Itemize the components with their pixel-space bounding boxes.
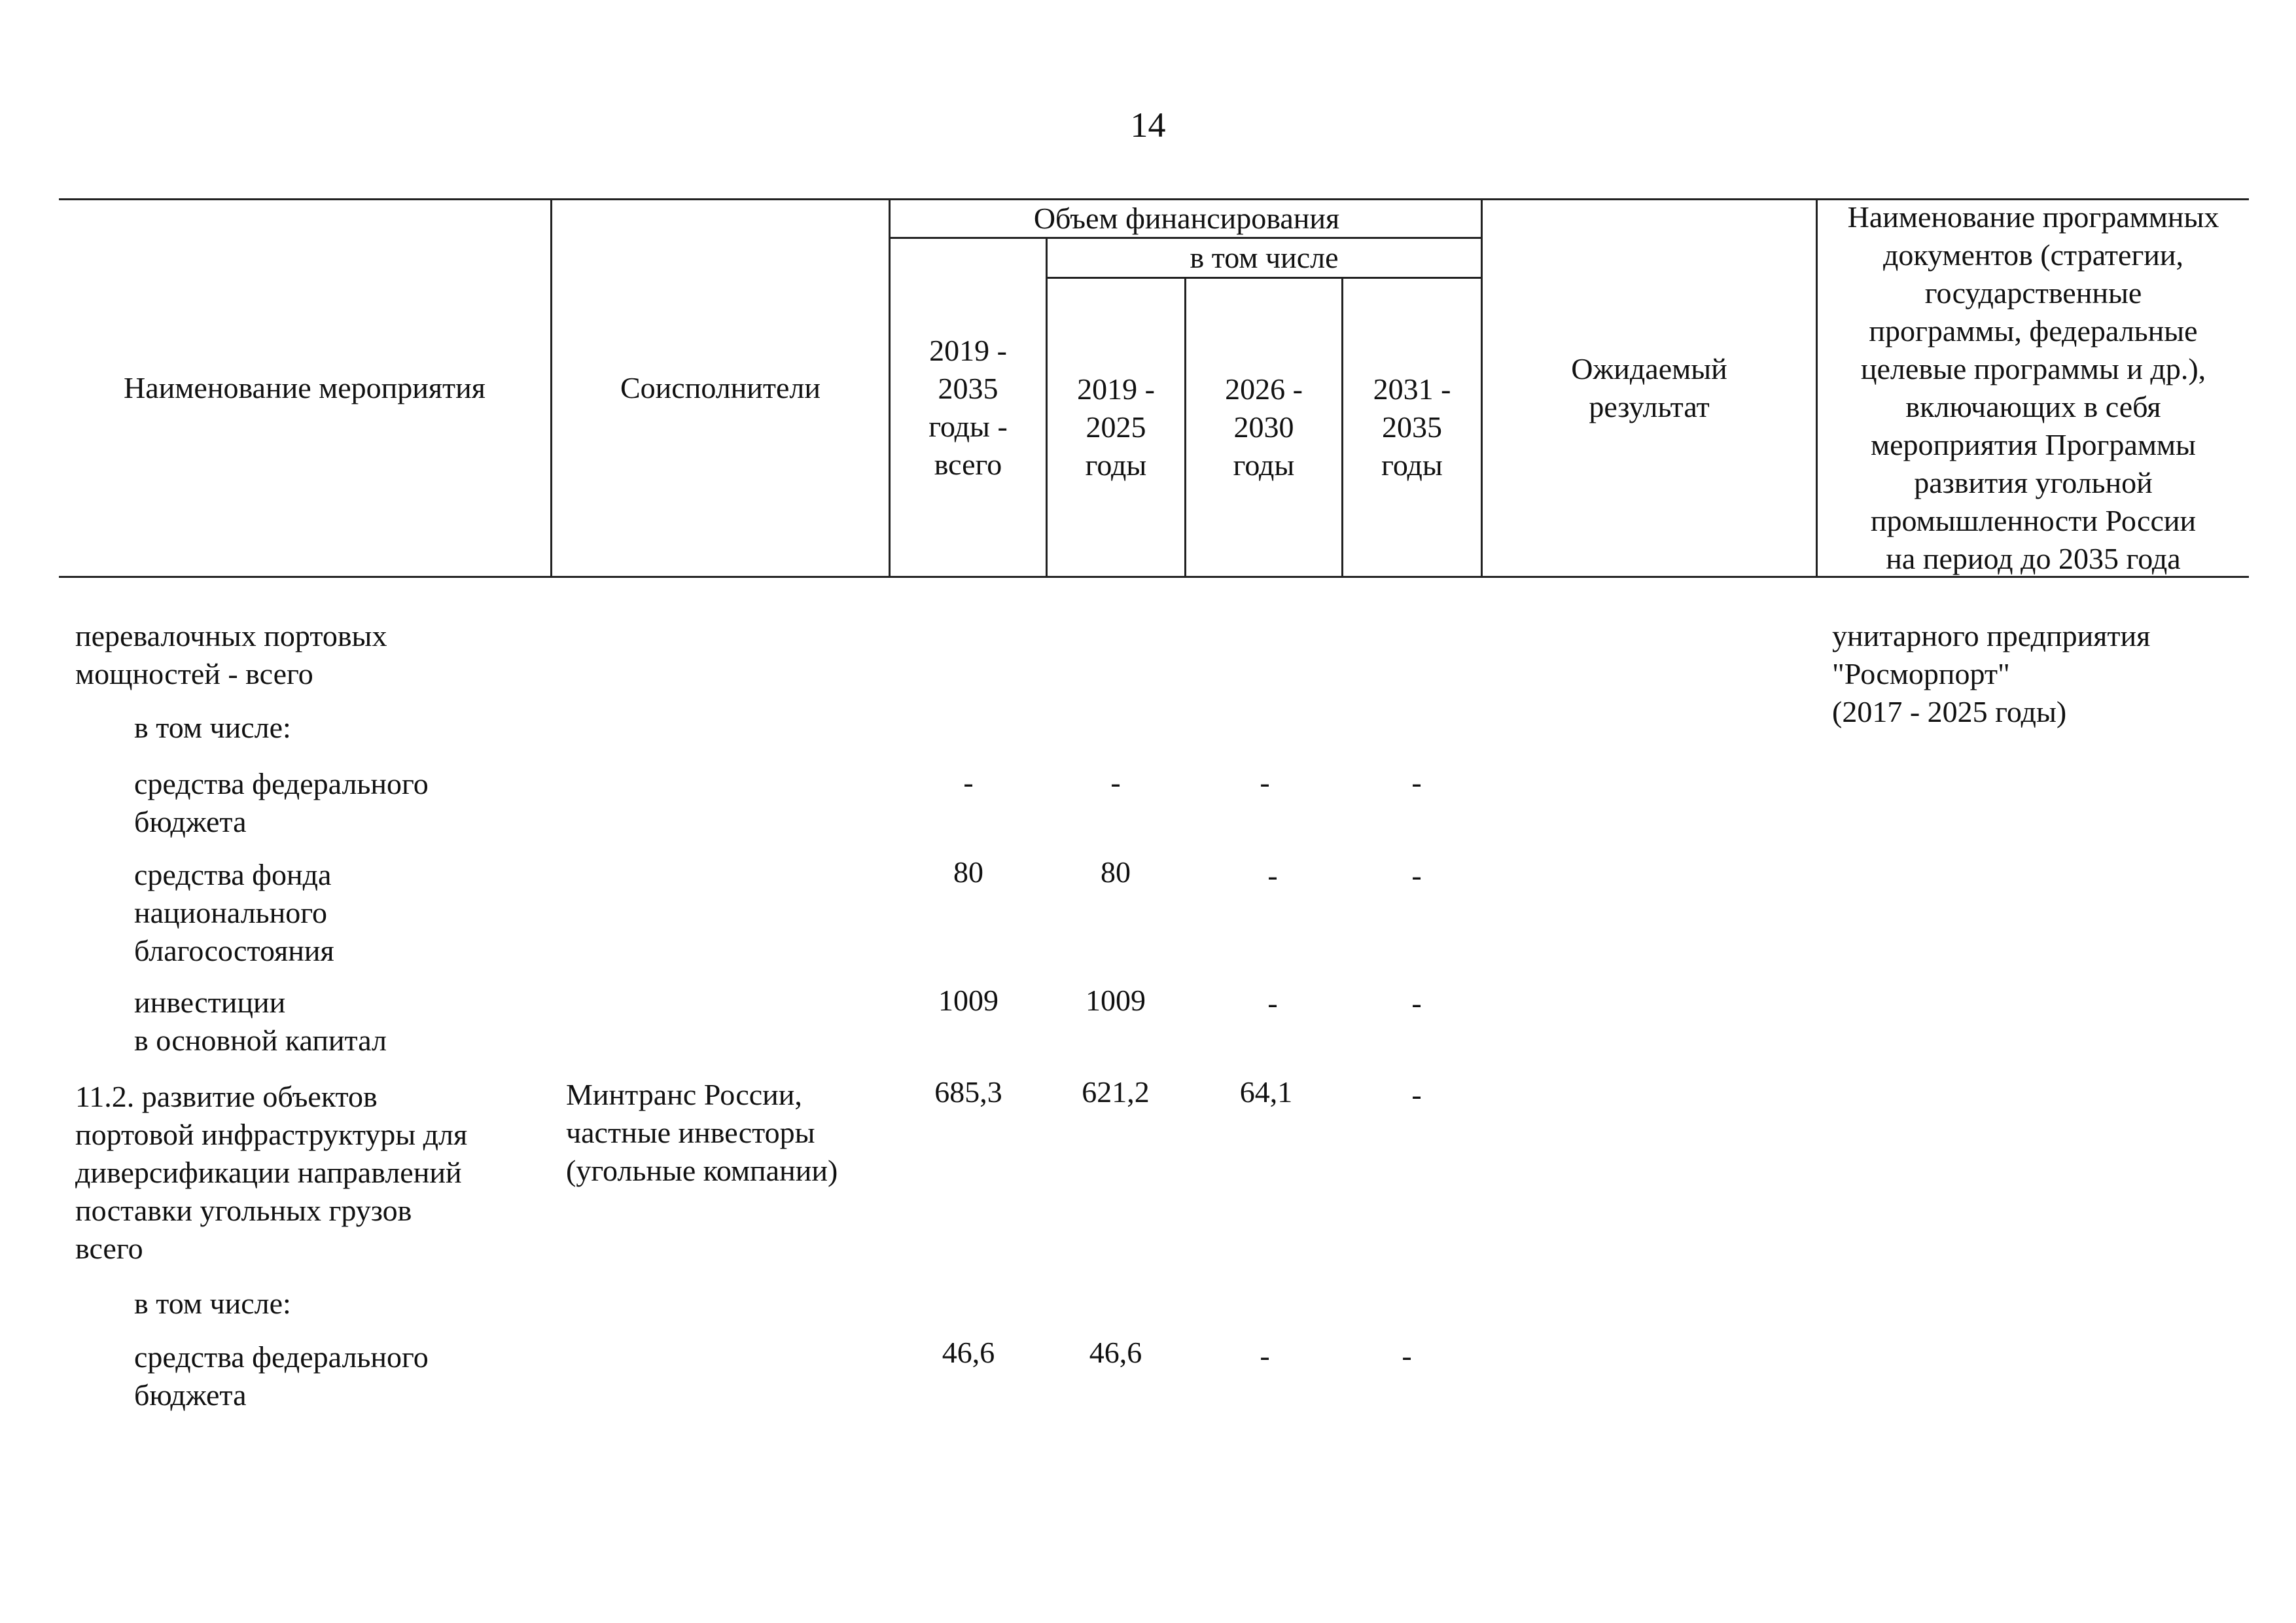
row-total: - xyxy=(963,766,974,799)
row-period-2: - xyxy=(1260,766,1270,799)
row-period-1: 1009 xyxy=(1086,984,1146,1017)
row-period-1: 621,2 xyxy=(1082,1075,1150,1109)
row-docs: унитарного предприятия "Росморпорт" (2017 - 2025 годы) xyxy=(1832,619,2151,728)
row-period-3: - xyxy=(1411,766,1422,799)
header-result: Ожидаемый результат xyxy=(1571,352,1727,423)
row-name: в том числе: xyxy=(134,711,291,744)
row-period-2: - xyxy=(1267,859,1278,892)
row-name: 11.2. развитие объектов портовой инфраструктуры для диверсификации направлений поставки угольных грузов всего xyxy=(75,1080,468,1265)
page-number: 14 xyxy=(1130,105,1166,145)
header-period-1: 2019 - 2025 годы xyxy=(1077,372,1155,482)
row-period-1: - xyxy=(1110,766,1121,799)
row-total: 1009 xyxy=(938,984,998,1017)
row-period-2: - xyxy=(1267,986,1278,1020)
row-period-2: - xyxy=(1260,1339,1270,1372)
row-name: перевалочных портовых мощностей - всего xyxy=(75,619,387,690)
row-period-1: 46,6 xyxy=(1089,1336,1142,1369)
row-period-3: - xyxy=(1411,986,1422,1020)
header-including: в том числе xyxy=(1190,241,1339,274)
row-name: средства федерального бюджета xyxy=(134,1340,429,1412)
row-period-2: 64,1 xyxy=(1239,1075,1293,1109)
row-period-3: - xyxy=(1411,859,1422,892)
header-total: 2019 - 2035 годы - всего xyxy=(928,333,1008,481)
header-financing: Объем финансирования xyxy=(1033,202,1340,235)
row-name: инвестиции в основной капитал xyxy=(134,986,387,1057)
row-total: 685,3 xyxy=(934,1075,1002,1109)
row-period-3: - xyxy=(1411,1078,1422,1111)
row-total: 46,6 xyxy=(942,1336,995,1369)
header-period-2: 2026 - 2030 годы xyxy=(1225,372,1303,482)
row-name: средства фонда национального благосостояния xyxy=(134,858,334,967)
row-total: 80 xyxy=(953,855,983,889)
row-period-1: 80 xyxy=(1101,855,1131,889)
row-period-3: - xyxy=(1402,1339,1412,1372)
row-name: в том числе: xyxy=(134,1287,291,1320)
header-name: Наименование мероприятия xyxy=(124,371,486,404)
header-docs: Наименование программных документов (стратегии, государственные программы, федеральные целевые программы и др.), включающих в себя мероприятия Программы развития угольной промышленности России на период до 2035 года xyxy=(1847,200,2219,575)
row-name: средства федерального бюджета xyxy=(134,767,429,838)
header-coexecutors: Соисполнители xyxy=(620,371,821,404)
row-coexecutors: Минтранс России, частные инвесторы (угольные компании) xyxy=(566,1078,838,1187)
header-period-3: 2031 - 2035 годы xyxy=(1373,372,1451,482)
